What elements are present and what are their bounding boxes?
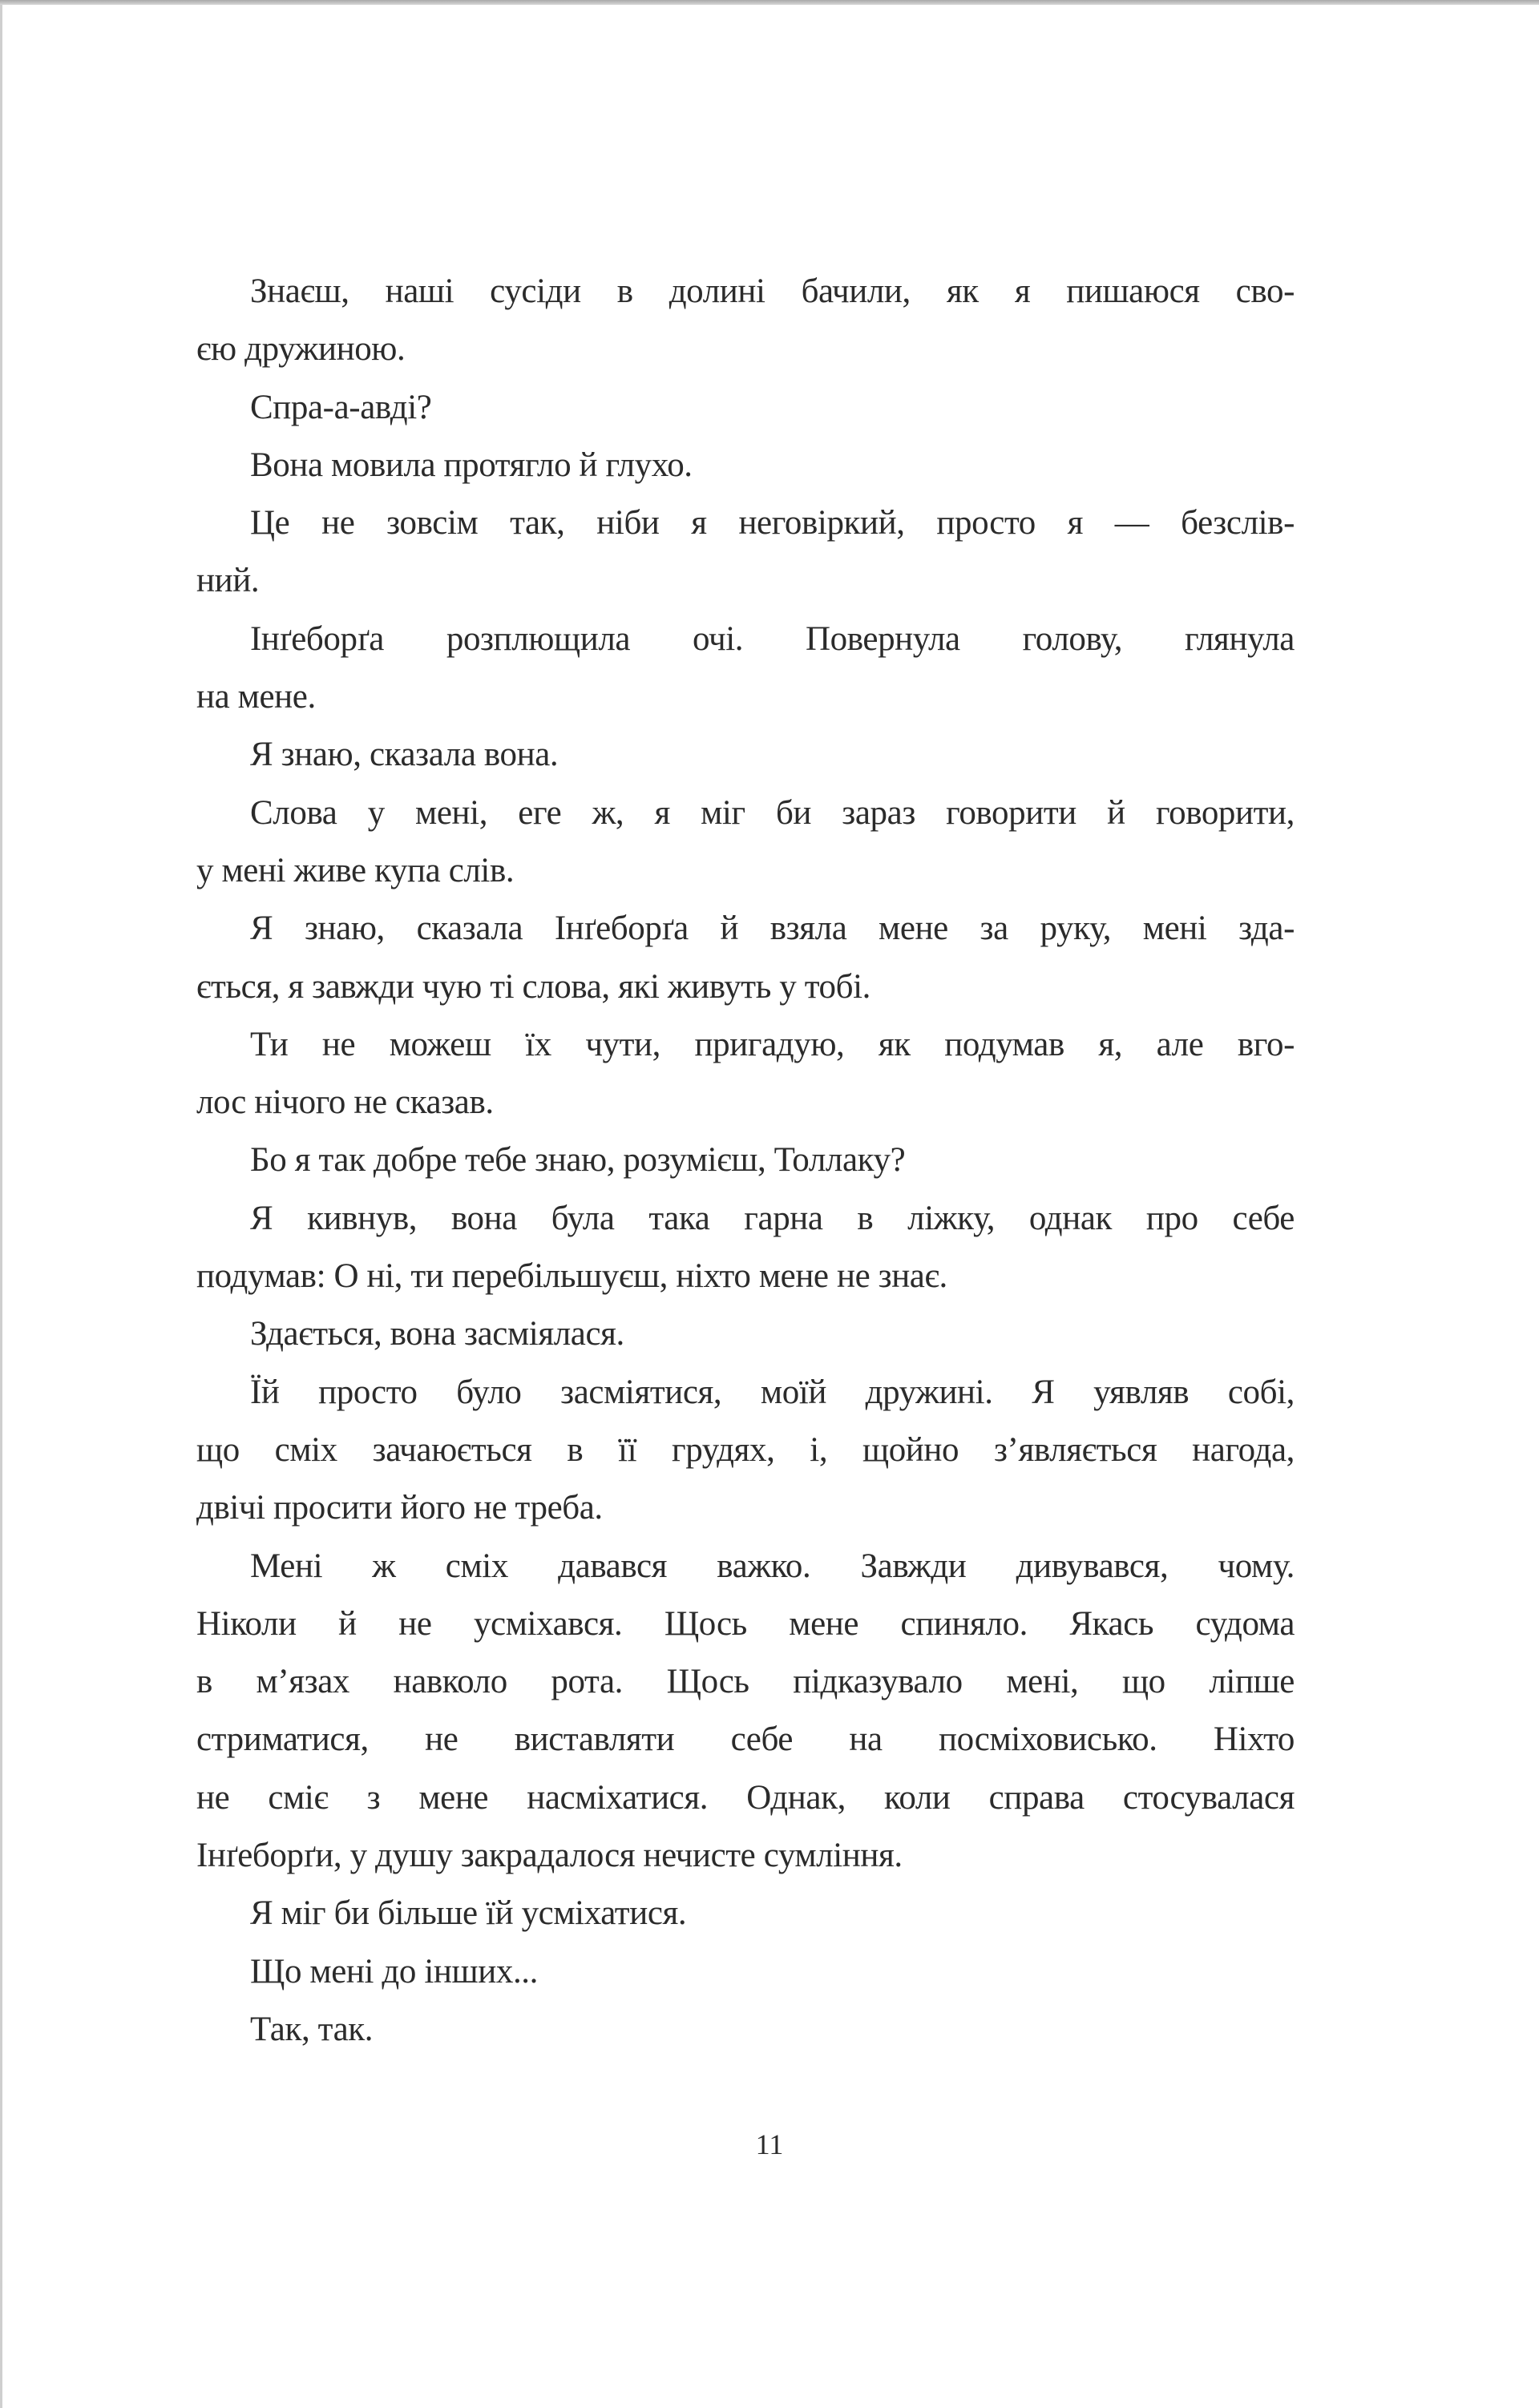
- text-line: Я знаю, сказала Інґеборґа й взяла мене за руку, мені зда-: [250, 910, 1295, 948]
- text-line: Я знаю, сказала вона.: [250, 736, 559, 774]
- text-line: Мені ж сміх давався важко. Завжди дивувався, чому.: [250, 1547, 1295, 1585]
- text-line: подумав: О ні, ти перебільшуєш, ніхто мене не знає.: [196, 1257, 947, 1296]
- page-number: 11: [755, 2128, 784, 2160]
- text-line: на мене.: [196, 678, 316, 716]
- text-line: Це не зовсім так, ніби я неговіркий, просто я — безслів-: [250, 504, 1295, 543]
- text-line: що сміх зачаюється в її грудях, і, щойно з’являється нагода,: [196, 1430, 1295, 1469]
- text-line: Інґеборґи, у душу закрадалося нечисте сумління.: [196, 1837, 903, 1875]
- text-line: Інґеборґа розплющила очі. Повернула голову, глянула: [250, 619, 1295, 658]
- text-line: Слова у мені, еге ж, я міг би зараз говорити й говорити,: [250, 793, 1295, 832]
- text-line: в м’язах навколо рота. Щось підказувало мені, що ліпше: [196, 1663, 1295, 1701]
- text-line: не сміє з мене насміхатися. Однак, коли справа стосувалася: [196, 1778, 1295, 1817]
- page-body-text: [196, 263, 1295, 2059]
- text-line: Ніколи й не усміхався. Щось мене спиняло. Якась судома: [196, 1604, 1295, 1643]
- text-line: Їй просто було засміятися, моїй дружині. Я уявляв собі,: [250, 1373, 1295, 1411]
- text-line: Спра-а-авді?: [250, 388, 432, 426]
- text-line: двічі просити його не треба.: [196, 1489, 603, 1527]
- text-line: стриматися, не виставляти себе на посміховисько. Ніхто: [196, 1720, 1295, 1759]
- text-line: Здається, вона засміялася.: [250, 1315, 624, 1353]
- text-line: Що мені до інших...: [250, 1952, 538, 1991]
- text-line: Ти не можеш їх чути, пригадую, як подумав я, але вго-: [250, 1025, 1295, 1063]
- text-line: Так, так.: [250, 2010, 374, 2048]
- page-left-edge: [0, 5, 2, 2408]
- text-line: Я кивнув, вона була така гарна в ліжку, однак про себе: [250, 1199, 1295, 1237]
- text-line: лос нічого не сказав.: [196, 1083, 494, 1122]
- text-line: єю дружиною.: [196, 330, 406, 369]
- text-line: Я міг би більше їй усміхатися.: [250, 1894, 687, 1933]
- text-line: ний.: [196, 562, 260, 600]
- text-line: Вона мовила протягло й глухо.: [250, 446, 693, 484]
- text-line: Бо я так добре тебе знаю, розумієш, Толлаку?: [250, 1141, 906, 1180]
- text-line: ється, я завжди чую ті слова, які живуть у тобі.: [196, 967, 871, 1006]
- text-line: Знаєш, наші сусіди в долині бачили, як я пишаюся сво-: [250, 272, 1295, 310]
- text-line: у мені живе купа слів.: [196, 851, 515, 889]
- window-top-edge: [0, 0, 1539, 5]
